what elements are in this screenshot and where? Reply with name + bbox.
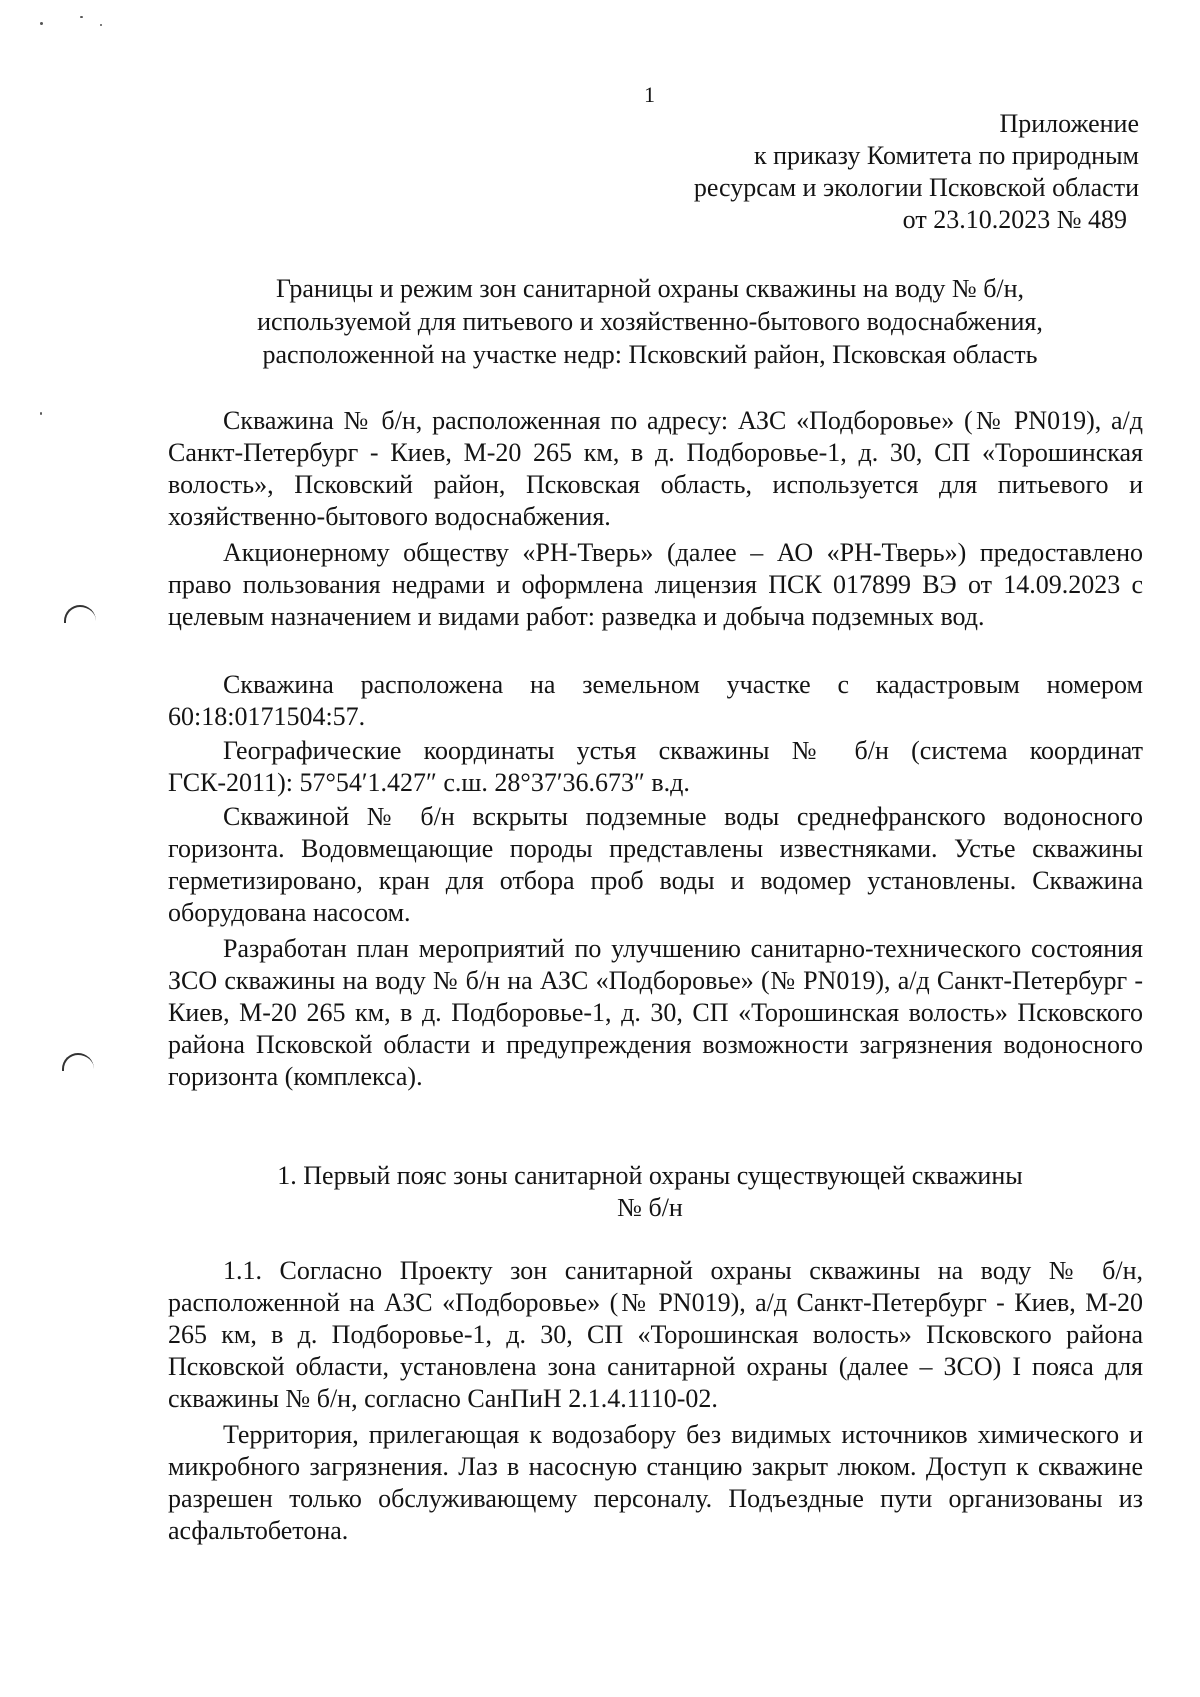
paragraph-territory: Территория, прилегающая к водозабору без видимых источников химического и микробного загрязнения. Лаз в насосную станцию закрыт люком. Доступ к скважине разрешен только обслуживающему персоналу. Подъездные пути организованы из асфальтобетона. — [168, 1420, 1143, 1545]
section-heading — [200, 1160, 1100, 1224]
scan-speck — [80, 16, 83, 18]
title-line-3: расположенной на участке недр: Псковский район, Псковская область — [262, 340, 1038, 369]
title-line-1: Границы и режим зон санитарной охраны скважины на воду № б/н, — [275, 274, 1025, 303]
paragraph-license: Акционерному обществу «РН-Тверь» (далее – АО «РН-Тверь») предоставлено право пользования недрами и оформлена лицензия ПСК 017899 ВЭ от 14.09.2023 с целевым назначением и видами работ: разведка и добыча подземных вод. — [168, 538, 1143, 631]
paragraph-aquifer: Скважиной № б/н вскрыты подземные воды среднефранского водоносного горизонта. Водовмещающие породы представлены известняками. Устье скважины герметизировано, кран для отбора проб воды и водомер установлены. Скважина оборудована насосом. — [168, 802, 1143, 927]
appendix-order-line: к приказу Комитета по природным — [753, 141, 1139, 170]
section-heading-line-2: № б/н — [617, 1193, 683, 1222]
scan-speck — [100, 24, 102, 26]
page-number: 1 — [644, 82, 655, 107]
appendix-committee-line: ресурсам и экологии Псковской области — [693, 173, 1139, 202]
appendix-date-number: от 23.10.2023 № 489 — [902, 205, 1127, 234]
paragraph-well-location: Скважина № б/н, расположенная по адресу: АЗС «Подборовье» (№ PN019), а/д Санкт-Петербург - Киев, М-20 265 км, в д. Подборовье-1, д. 30, СП «Торошинская волость», Псковский район, Псковская область, используется для питьевого и хозяйственно-бытового водоснабжения. — [168, 406, 1143, 531]
paragraph-coordinates: Географические координаты устья скважины № б/н (система координат ГСК-2011): 57°54′1.427″ с.ш. 28°37′36.673″ в.д. — [168, 736, 1143, 797]
paragraph-cadastral: Скважина расположена на земельном участке с кадастровым номером 60:18:0171504:57. — [168, 670, 1143, 731]
scan-speck — [40, 22, 43, 25]
document-title — [200, 272, 1100, 371]
appendix-header — [694, 108, 1139, 236]
paragraph-action-plan: Разработан план мероприятий по улучшению санитарно-технического состояния ЗСО скважины на воду № б/н на АЗС «Подборовье» (№ PN019), а/д Санкт-Петербург - Киев, М-20 265 км, в д. Подборовье-1, д. 30, СП «Торошинская волость» Псковского района Псковской области и предупреждения возможности загрязнения водоносного горизонта (комплекса). — [168, 934, 1143, 1091]
hole-punch-mark — [64, 605, 96, 623]
hole-punch-mark — [62, 1053, 94, 1071]
paragraph-sanitary-zone: 1.1. Согласно Проекту зон санитарной охраны скважины на воду № б/н, расположенной на АЗС «Подборовье» (№ PN019), а/д Санкт-Петербург - Киев, М-20 265 км, в д. Подборовье-1, д. 30, СП «Торошинская волость» Псковского района Псковской области, установлена зона санитарной охраны (далее – ЗСО) I пояса для скважины № б/н, согласно СанПиН 2.1.4.1110-02. — [168, 1256, 1144, 1413]
title-line-2: используемой для питьевого и хозяйственно-бытового водоснабжения, — [257, 307, 1043, 336]
scan-speck — [40, 412, 42, 415]
section-heading-line-1: 1. Первый пояс зоны санитарной охраны существующей скважины — [277, 1161, 1023, 1190]
appendix-title: Приложение — [999, 109, 1139, 138]
